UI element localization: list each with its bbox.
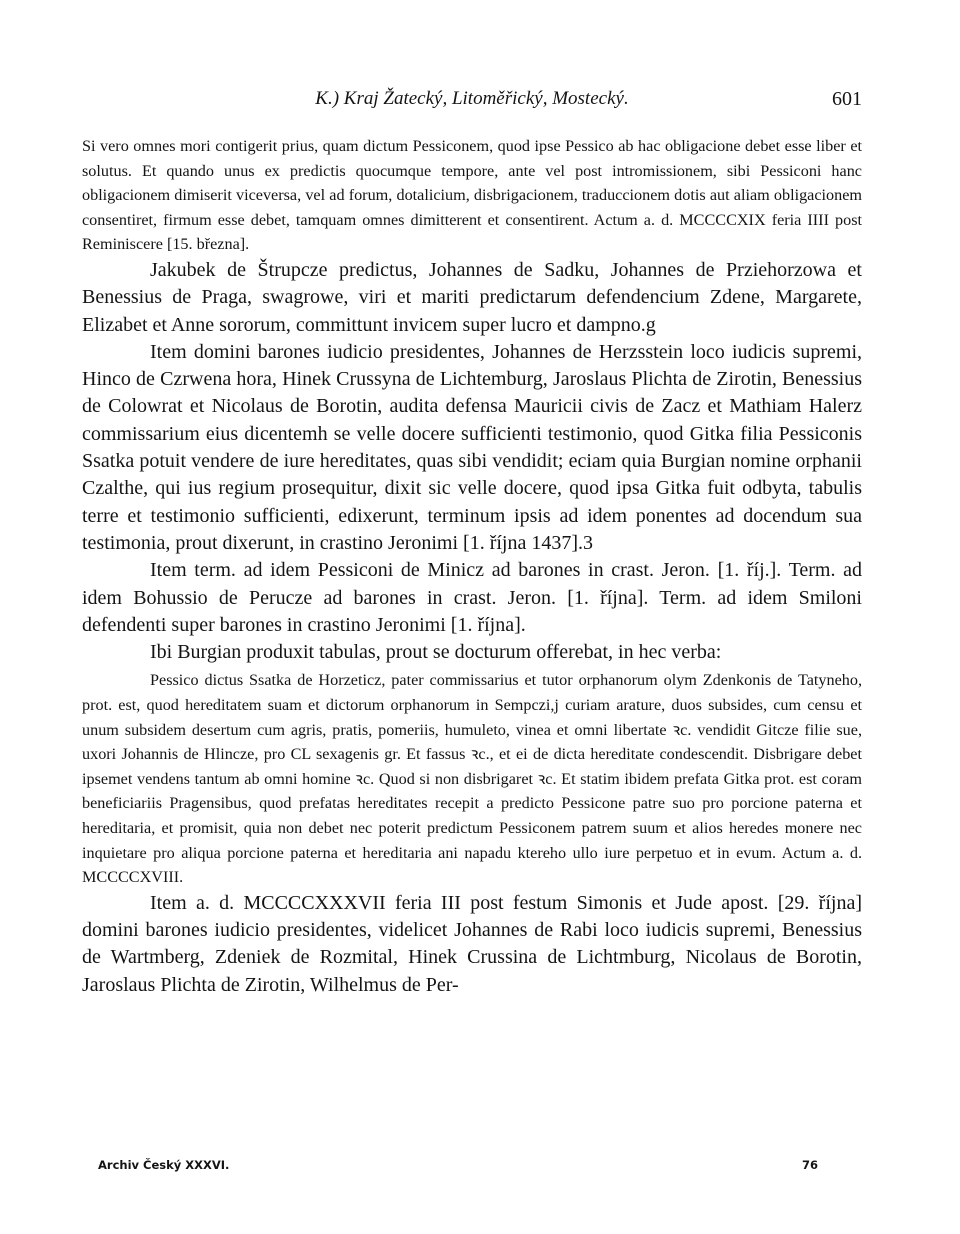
body-text bbox=[82, 132, 862, 999]
paragraph-4: Item term. ad idem Pessiconi de Minicz ad barones in crast. Jeron. [1. říj.]. Term. ad idem Bohussio de Perucze ad barones in crast. Jeron. [1. října]. Term. ad idem Smiloni defendenti super barones in crastino Jeronimi [1. října]. bbox=[82, 559, 862, 636]
page-number: 601 bbox=[832, 88, 862, 110]
paragraph-6-quotation: Pessico dictus Ssatka de Horzeticz, pater commissarius et tutor orphanorum olym Zdenkonis de Tatyneho, prot. est, quod hereditatem suam et dictorum orphanorum in Sempczi,j curiam arature, duos subsides, cum censu et unum subsidem desertum cum agris, pratis, pomeriis, humuleto, vinea et omni libertate ꝛc. vendidit Gitcze filie sue, uxori Johannis de Hlincze, pro CL sexagenis gr. Et fassus ꝛc., et ei de dicta hereditate condescendit. Disbrigare debet ipsemet vendens tantum ab omni homine ꝛc. Quod si non disbrigaret ꝛc. Et statim ibidem prefata Gitka prot. est coram beneficiariis Pragensibus, quod prefatas hereditates recepit a predicto Pessicone patre suo pro porcione paterna et hereditaria, et promisit, quia non debet nec poterit predictum Pessiconem patrem suum et alios heredes monere nec inquietare pro aliqua porcione paterna et hereditaria ani napadu ktereho ullo iure perpetuo et in evum. Actum a. d. MCCCCXVIII. bbox=[82, 671, 862, 887]
paragraph-2: Jakubek de Štrupcze predictus, Johannes de Sadku, Johannes de Prziehorzowa et Benessius de Praga, swagrowe, viri et mariti predictarum defendencium Zdene, Margarete, Elizabet et Anne sororum, committunt invicem super lucro et dampno.g bbox=[82, 258, 862, 336]
footer-sheet-number: 76 bbox=[801, 1158, 818, 1172]
paragraph-1: Si vero omnes mori contigerit prius, quam dictum Pessiconem, quod ipse Pessico ab hac obligacione debet esse liber et solutus. Et quando unus ex predictis quocumque tempore, ante vel post intromissionem, sibi Pessiconi hanc obligacionem dimiserit viceversa, vel ad forum, dotalicium, disbrigacionem, traduccionem dotis aut aliam obligacionem consentiret, firmum esse debet, tamquam omnes dimitterent et consentirent. Actum a. d. MCCCCXIX feria IIII post Reminiscere [15. března]. bbox=[82, 137, 862, 254]
paragraph-5: Ibi Burgian produxit tabulas, prout se docturum offerebat, in hec verba: bbox=[150, 641, 722, 664]
footer-signature: Archiv Český XXXVI. bbox=[98, 1158, 230, 1172]
paragraph-3: Item domini barones iudicio presidentes, Johannes de Herzsstein loco iudicis supremi, Hinco de Czrwena hora, Hinek Crussyna de Lichtemburg, Jaroslaus Plichta de Zirotin, Benessius de Colowrat et Nicolaus de Borotin, audita defensa Mauricii civis de Zacz et Mathiam Halerz commissarium eius dicentemh se velle docere sufficienti testimonio, quod Gitka filia Pessiconis Ssatka potuit vendere de iure hereditates, quas sibi vendidit; eciam quia Burgian nomine orphanii Czalthe, qui ius regium prosequitur, dixit sic velle docere, quod ipsa Gitka fuit odbyta, tabulis terre et testimonio sufficienti, edixerunt, terminum ipsis ad idem ponentes ad docendum sua testimonia, prout dixerunt, in crastino Jeronimi [1. října 1437].3 bbox=[82, 340, 862, 554]
page-header bbox=[82, 88, 862, 118]
paragraph-7: Item a. d. MCCCCXXXVII feria III post festum Simonis et Jude apost. [29. října] domini barones iudicio presidentes, videlicet Johannes de Rabi loco iudicis supremi, Benessius de Wartmberg, Zdeniek de Rozmital, Hinek Crussina de Lichtmburg, Nicolaus de Borotin, Jaroslaus Plichta de Zirotin, Wilhelmus de Per- bbox=[82, 891, 862, 996]
page-footer bbox=[98, 1158, 818, 1178]
running-title: K.) Kraj Žatecký, Litoměřický, Mostecký. bbox=[315, 88, 629, 109]
